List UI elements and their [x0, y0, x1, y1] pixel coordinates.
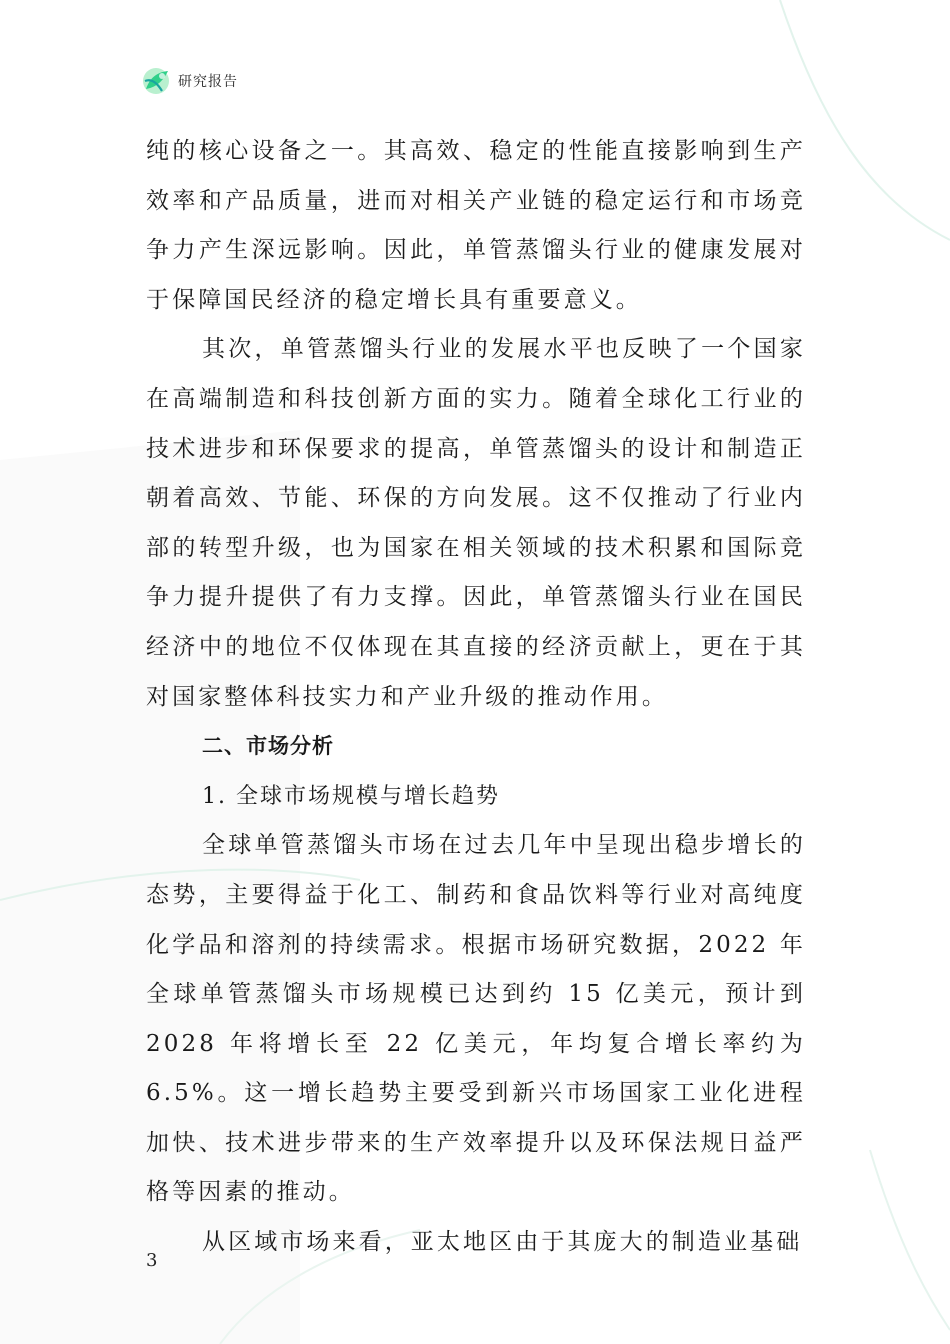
subsection-heading: 1. 全球市场规模与增长趋势	[202, 783, 500, 809]
paragraph-4: 从区域市场来看，亚太地区由于其庞大的制造业基础	[202, 1229, 803, 1256]
leaf-logo-icon	[142, 67, 170, 95]
document-body	[146, 127, 806, 1268]
page-number: 3	[146, 1250, 158, 1271]
paragraph-3: 全球单管蒸馏头市场在过去几年中呈现出稳步增长的态势，主要得益于化工、制药和食品饮料等行业对高纯度化学品和溶剂的持续需求。根据市场研究数据，2022 年全球单管蒸馏头市场规模已达到约 15 亿美元，预计到 2028 年将增长至 22 亿美元，年均复合增长率约为 6.5%。这一增长趋势主要受到新兴市场国家工业化进程加快、技术进步带来的生产效率提升以及环保法规日益严格等因素的推动。	[146, 832, 806, 1206]
header-title: 研究报告	[178, 74, 238, 90]
paragraph-2: 其次，单管蒸馏头行业的发展水平也反映了一个国家在高端制造和科技创新方面的实力。随着全球化工行业的技术进步和环保要求的提高，单管蒸馏头的设计和制造正朝着高效、节能、环保的方向发展。这不仅推动了行业内部的转型升级，也为国家在相关领域的技术积累和国际竞争力提升提供了有力支撑。因此，单管蒸馏头行业在国民经济中的地位不仅体现在其直接的经济贡献上，更在于其对国家整体科技实力和产业升级的推动作用。	[146, 336, 806, 710]
report-header	[142, 66, 238, 96]
paragraph-1: 纯的核心设备之一。其高效、稳定的性能直接影响到生产效率和产品质量，进而对相关产业链的稳定运行和市场竞争力产生深远影响。因此，单管蒸馏头行业的健康发展对于保障国民经济的稳定增长具有重要意义。	[146, 138, 806, 313]
section-heading: 二、市场分析	[202, 734, 334, 759]
